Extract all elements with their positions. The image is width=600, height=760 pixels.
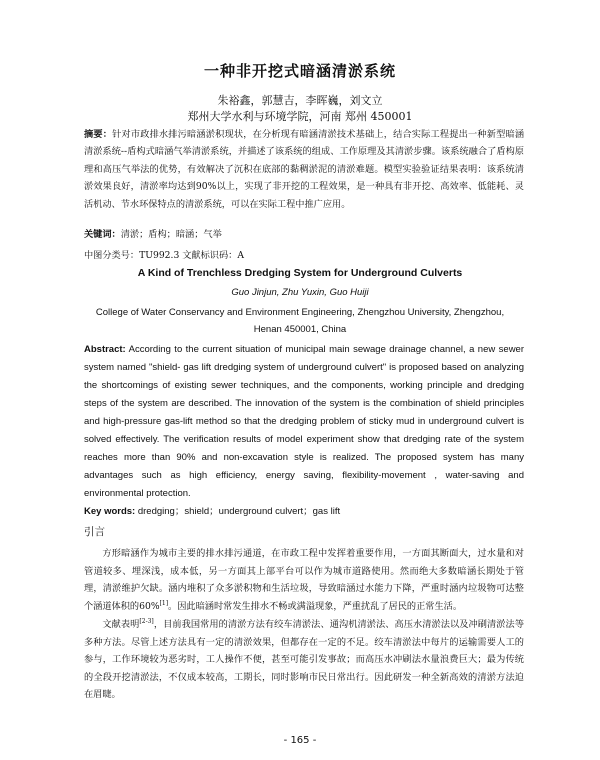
affiliation-en: College of Water Conservancy and Environment Engineering, Zhengzhou University, Zhengzhou, Henan 450001, China <box>95 307 505 335</box>
abstract-cn <box>84 126 524 213</box>
citation-1: [1] <box>159 599 169 607</box>
body-paragraph-2 <box>84 616 524 704</box>
paragraph-2-lead: 文献表明 <box>102 619 140 630</box>
keywords-cn <box>84 226 524 243</box>
keywords-cn-label: 关键词： <box>84 229 121 240</box>
paper-title-en: A Kind of Trenchless Dredging System for Underground Culverts <box>137 267 463 279</box>
keywords-en-text: dredging；shield；underground culvert；gas lift <box>137 506 341 517</box>
abstract-en-text: According to the current situation of municipal main sewage drainage channel, a new sewer system named "shield- gas lift dredging system of underground culvert" is proposed based on analyzing the shortcomings of existing sewer techniques, and the components, working principle and dredging steps of the system are described. The innovation of the system is the combination of shield principles and high-pressure gas-lift method so that the dredging problem of sticky mud in underground culvert is solved effectively. The verification results of model experiment show that dredging rate of the system reaches more than 90% and non-excavation style is realized. The proposed system has many advantages such as high efficiency, energy saving, flexibility-movement , water-saving and environmental protection. <box>84 344 524 499</box>
classification-cn: 中图分类号：TU992.3 文献标识码：A <box>84 250 244 261</box>
paragraph-1-text: 方形暗涵作为城市主要的排水排污通道，在市政工程中发挥着重要作用，一方面其断面大，过水量和对管道较多、埋深浅，成本低，另一方面其上部平台可以作为城市道路使用。然而绝大多数暗涵长期处于管理，清淤维护欠缺。涵内堆积了众多淤积物和生活垃圾，导致暗涵过水能力下降，严重时涵内垃圾物可达整个涵道体积的60% <box>84 548 524 612</box>
affiliation-cn: 郑州大学水利与环境学院，河南 郑州 450001 <box>187 110 413 123</box>
keywords-cn-text: 清淤；盾构；暗涵；气举 <box>120 229 222 240</box>
citation-2-3: [2-3] <box>139 617 154 625</box>
authors-cn: 朱裕鑫，郭慧吉，李晖巍，刘文立 <box>217 94 383 107</box>
page-number: - 165 - <box>283 735 317 746</box>
paper-title-cn: 一种非开挖式暗涵清淤系统 <box>203 62 396 80</box>
authors-en: Guo Jinjun, Zhu Yuxin, Guo Huiji <box>231 287 369 298</box>
abstract-cn-label: 摘要： <box>84 129 113 140</box>
abstract-en <box>84 341 524 503</box>
abstract-cn-text: 针对市政排水排污暗涵淤积现状，在分析现有暗涵清淤技术基础上，结合实际工程提出一种新型暗涵清淤系统--盾构式暗涵气举清淤系统，并描述了该系统的组成、工作原理及其清淤步骤。该系统融合了盾构原理和高压气举法的优势，有效解决了沉积在底部的黏稠淤泥的清淤难题。模型实验验证结果表明：该系统清淤效果良好，清淤率均达到90%以上，实现了非开挖的工程效果，是一种具有非开挖、高效率、低能耗、灵活机动、节水环保特点的清淤系统，可以在实际工程中推广应用。 <box>84 129 525 210</box>
abstract-en-label: Abstract: <box>84 344 126 355</box>
section-heading-intro: 引言 <box>84 526 105 538</box>
paragraph-2-text: ，目前我国常用的清淤方法有绞车清淤法、通沟机清淤法、高压水清淤法以及冲刷清淤法等多种方法。尽管上述方法具有一定的清淤效果，但都存在一定的不足。绞车清淤法中每片的运输需要人工的参与，工作环境较为恶劣时，工人操作不便，甚至可能引发事故；而高压水冲刷法水量浪费巨大；最为传统的全段开挖清淤法，不仅成本较高，工期长，同时影响市民日常出行。因此研发一种全新高效的清淤方法迫在眉睫。 <box>84 619 525 701</box>
keywords-en-label: Key words: <box>84 506 136 517</box>
paragraph-1-tail: 。因此暗涵时常发生排水不畅或满溢现象，严重扰乱了居民的正常生活。 <box>168 600 463 612</box>
body-paragraph-1 <box>84 545 524 615</box>
keywords-en <box>84 503 524 517</box>
